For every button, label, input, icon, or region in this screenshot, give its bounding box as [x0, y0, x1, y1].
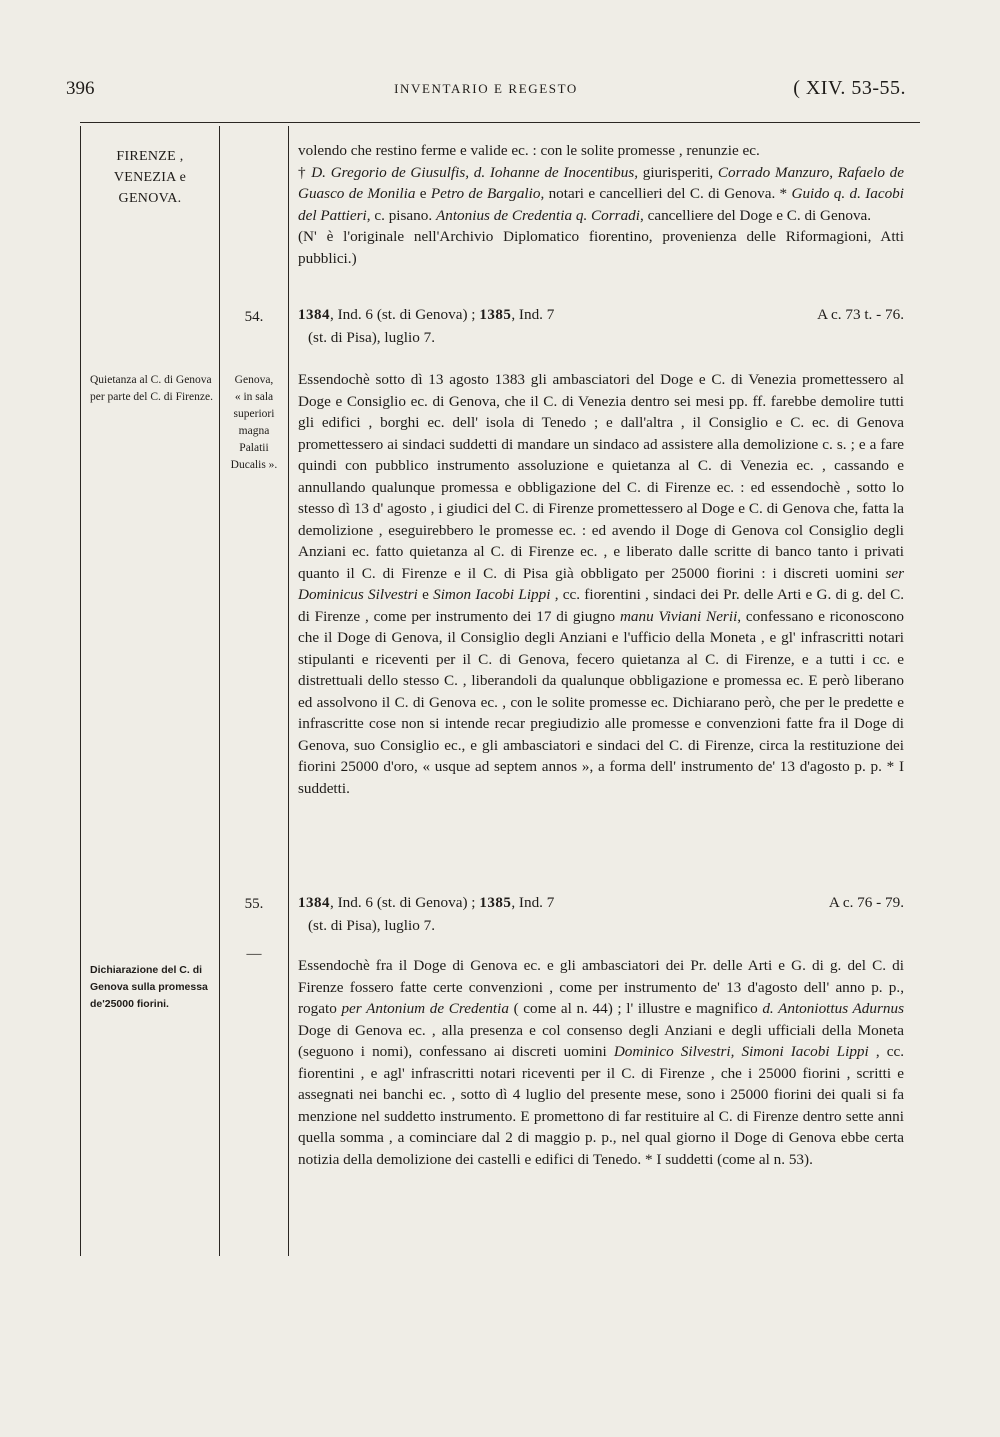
continuation-line-1: volendo che restino ferme e valide ec. : con le solite promesse , renunzie ec. — [298, 142, 760, 159]
entry-55-place: — — [246, 946, 262, 962]
year: 1385 — [479, 895, 512, 911]
date-text: (st. di Pisa), luglio 7. — [308, 328, 435, 346]
entry-55-date-line — [298, 892, 904, 915]
folio-reference: A c. 76 - 79. — [828, 894, 904, 911]
entry-54-body — [298, 369, 904, 799]
text-run: , cc. fiorentini , e agl' infrascritti notari riceventi per il C. di Firenze , che i 25000 fiorini , scritti e assegnati nei banchi ec. , sotto dì 4 luglio del presente mese, sono i 25000 fiorini dei quali si fa menzione nel suddetto instrumento. E promettono di far restituire al C. di Firenze dentro sette anni quella somma , a cominciare dal 2 di maggio p. p., nel qual giorno il Doge di Genova ebbe certa notizia della demolizione dei castelli e edifici di Tenedo. * I suddetti (come al n. 53). — [298, 1043, 905, 1168]
text-run: , notari e cancellieri del C. di Genova. * — [540, 185, 792, 202]
date-text: (st. di Pisa), luglio 7. — [308, 916, 435, 934]
header-rule — [80, 122, 920, 123]
entry-54-date — [298, 304, 904, 348]
folio-reference: A c. 73 t. - 76. — [817, 306, 904, 323]
place-line: Palatii — [239, 442, 269, 454]
entry-54-place — [221, 372, 287, 474]
margin-rule-middle — [219, 126, 220, 1256]
date-text: , Ind. 6 (st. di Genova) ; — [330, 894, 480, 911]
witness-names: D. Gregorio de Giusulfis, d. Iohanne de Inocentibus, — [311, 163, 639, 181]
place-line: superiori — [233, 408, 275, 420]
margin-places — [82, 146, 218, 209]
witness-names: Petro de Bargalio — [430, 185, 541, 202]
place-venezia: VENEZIA e — [113, 170, 187, 185]
archive-note: (N' è l'originale nell'Archivio Diplomatico fiorentino, provenienza delle Riformagioni, Atti pubblici.) — [298, 228, 904, 267]
italic-name: d. Antoniottus Adurnus — [762, 1000, 904, 1017]
page-header — [66, 78, 906, 102]
entry-54-number: 54. — [244, 309, 264, 325]
date-text: , Ind. 7 — [511, 894, 555, 911]
witness-names: Rafaelo de Guasco de Monilia — [298, 163, 905, 202]
year: 1384 — [298, 307, 330, 323]
entry-55-date — [298, 892, 904, 936]
text-run: Essendochè sotto dì 13 agosto 1383 gli ambasciatori del Doge e C. di Venezia promettessero al Doge e Consiglio ec. di Genova, che il C. di Venezia dentro sei mesi pp. ff. farebbe demolire tutti gli edifici , borghi ec. dell' isola di Tenedo ; e dall'altra , il Consiglio e C. ec. di Genova promettessero ai sindaci suddetti di mandare un sindaco ad assistere alla demolizione c. s. ; e a fare quindi con pubblico instrumento assoluzione e quietanza al C. di Venezia ec. , cassando e annullando qualunque promessa e obbligazione del C. di Firenze ec. : ed essendochè , sotto lo stesso dì 13 d' agosto , i giudici del C. di Firenze promettessero al Doge e C. di Genova che, fatta la demolizione , eseguirebbero le promesse ec. : ed avendo il Doge di Genova col Consiglio degli Anziani ec. fatto quietanza al C. di Firenze ec. , e liberato dalle scritte di banco tanto i privati quanto il C. di Firenze e il C. di Pisa già obbligato per 25000 fiorini : i discreti uomini — [298, 371, 904, 582]
place-line: magna — [238, 425, 270, 437]
text-run: , cc. fiorentini , sindaci dei Pr. delle Arti e G. di g. del C. di Firenze , come per instrumento dei 17 di giugno — [298, 586, 904, 625]
year: 1384 — [298, 895, 330, 911]
text-run: , cancelliere del Doge e C. di Genova. — [640, 206, 872, 224]
continuation-witnesses — [298, 162, 904, 227]
witness-names: Corrado Manzuro — [717, 163, 830, 181]
place-firenze: FIRENZE , — [116, 149, 184, 164]
italic-name: ser Dominicus Silvestri — [298, 564, 904, 603]
entry-54-summary: Quietanza al C. di Genova per parte del C. di Firenze. — [90, 374, 213, 403]
section-reference: ( XIV. 53-55. — [793, 77, 906, 99]
running-title: INVENTARIO E REGESTO — [394, 81, 578, 96]
witness-names: Guido q. d. Iacobi del Pattieri — [298, 185, 904, 224]
italic-name: per Antonium de Credentia — [341, 1000, 509, 1017]
place-line: Genova, — [234, 374, 274, 386]
text-run: , c. pisano. — [366, 206, 436, 224]
text-run: e — [415, 185, 431, 202]
entry-55-body — [298, 955, 904, 1170]
page-number: 396 — [66, 78, 95, 99]
cross-mark: † — [298, 163, 312, 181]
text-run: ( come al n. 44) ; l' illustre e magnifico — [508, 1000, 763, 1017]
margin-rule-left — [80, 126, 81, 1256]
continuation-text — [298, 140, 904, 269]
text-run: e — [417, 586, 434, 603]
text-run: Doge di Genova ec. , alla presenza e col consenso degli Anziani e degli ufficiali della Moneta (seguono i nomi), confessano ai discreti uomini — [298, 1021, 904, 1060]
entry-55-number: 55. — [244, 896, 264, 912]
text-run: giurisperiti, — [638, 163, 718, 181]
italic-name: manu Viviani Nerii — [619, 607, 738, 625]
italic-name: Simon Iacobi Lippi — [433, 586, 551, 603]
date-text: , Ind. 6 (st. di Genova) ; — [330, 306, 480, 323]
text-run: , confessano e riconoscono che il Doge di Genova, il Consiglio degli Anziani e l'ufficio della Moneta , e gl' infrascritti notari stipulanti e riceventi per il C. di Genova, fecero quietanza al C. di Firenze, e a tutti i cc. e distrettuali dello stesso C. , liberandoli da qualunque obbligazione e promessa ec. E però liberano ed assolvono il C. di Genova ec. , con le solite promesse ec. Dichiarano però, che per le predette e infrascritte cose non si intende recar pregiudizio alle promesse e convenzioni fatte fra il Doge di Genova, suo Consiglio ec., e gli ambasciatori e sindaci del C. di Firenze, circa la restituzione dei fiorini 25000 d'oro, « usque ad septem annos », a forma dell' instrumento de' 13 d'agosto p. p. * I suddetti. — [298, 607, 905, 797]
date-text: , Ind. 7 — [511, 306, 555, 323]
italic-name: Dominico Silvestri, Simoni Iacobi Lippi — [613, 1043, 869, 1060]
place-line: « in sala — [234, 391, 274, 403]
year: 1385 — [479, 307, 512, 323]
witness-names: Antonius de Credentia q. Corradi — [435, 206, 640, 224]
margin-rule-right — [288, 126, 289, 1256]
entry-54-date-line — [298, 304, 904, 327]
entry-55-summary: Dichiarazione del C. di Genova sulla promessa de'25000 fiorini. — [90, 964, 208, 1010]
text-run: , — [829, 163, 838, 181]
place-line: Ducalis ». — [230, 459, 278, 471]
text-run: Essendochè fra il Doge di Genova ec. e gli ambasciatori dei Pr. delle Arti e G. di g. del C. di Firenze fossero fatte certe convenzioni , come per instrumento de' 13 d'agosto dell' anno p. p., rogato — [298, 957, 904, 1017]
place-genova: GENOVA. — [118, 191, 182, 206]
